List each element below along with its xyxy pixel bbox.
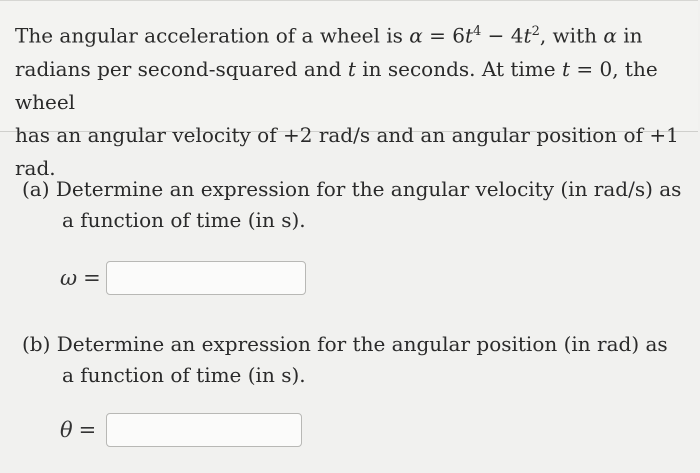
part-b-line-1: (b) Determine an expression for the angular position (in rad) as	[22, 332, 668, 356]
equals-sign: =	[78, 418, 97, 442]
alpha-symbol: α	[409, 23, 423, 48]
part-a-line-2: a function of time (in s).	[62, 208, 306, 232]
part-a-question	[22, 174, 682, 236]
omega-label	[60, 266, 100, 290]
statement-line-2	[15, 53, 695, 119]
statement-text: in seconds. At time	[355, 56, 562, 81]
t-variable: t	[523, 23, 532, 48]
exponent: 2	[531, 24, 540, 39]
omega-answer-row	[60, 261, 306, 295]
equals-sign: =	[83, 266, 101, 290]
statement-text: radians per second-squared and	[15, 56, 348, 81]
statement-math: − 4	[481, 23, 524, 48]
statement-line-1	[15, 15, 695, 53]
statement-line-3: has an angular velocity of +2 rad/s and an angular position of +1 rad.	[15, 122, 679, 180]
theta-symbol: θ	[60, 418, 73, 442]
t-variable: t	[561, 56, 571, 81]
statement-math: = 6	[422, 23, 465, 48]
part-a-line-1: (a) Determine an expression for the angular velocity (in rad/s) as	[22, 177, 682, 201]
alpha-symbol: α	[603, 23, 617, 48]
theta-label	[60, 418, 100, 442]
t-variable: t	[464, 23, 474, 48]
statement-text: = 0, the wheel	[15, 56, 658, 114]
part-b-line-2: a function of time (in s).	[62, 363, 306, 387]
statement-text: in	[616, 23, 643, 48]
statement-text: , with	[539, 23, 604, 48]
omega-symbol: ω	[60, 266, 78, 290]
omega-answer-input[interactable]	[106, 261, 306, 295]
exponent: 4	[473, 24, 482, 39]
t-variable: t	[347, 56, 356, 81]
statement-text: The angular acceleration of a wheel is	[15, 23, 410, 48]
theta-answer-input[interactable]	[106, 413, 302, 447]
problem-statement-box	[0, 0, 698, 180]
part-b-question	[22, 329, 682, 391]
theta-answer-row	[60, 413, 302, 447]
problem-statement	[15, 15, 695, 185]
